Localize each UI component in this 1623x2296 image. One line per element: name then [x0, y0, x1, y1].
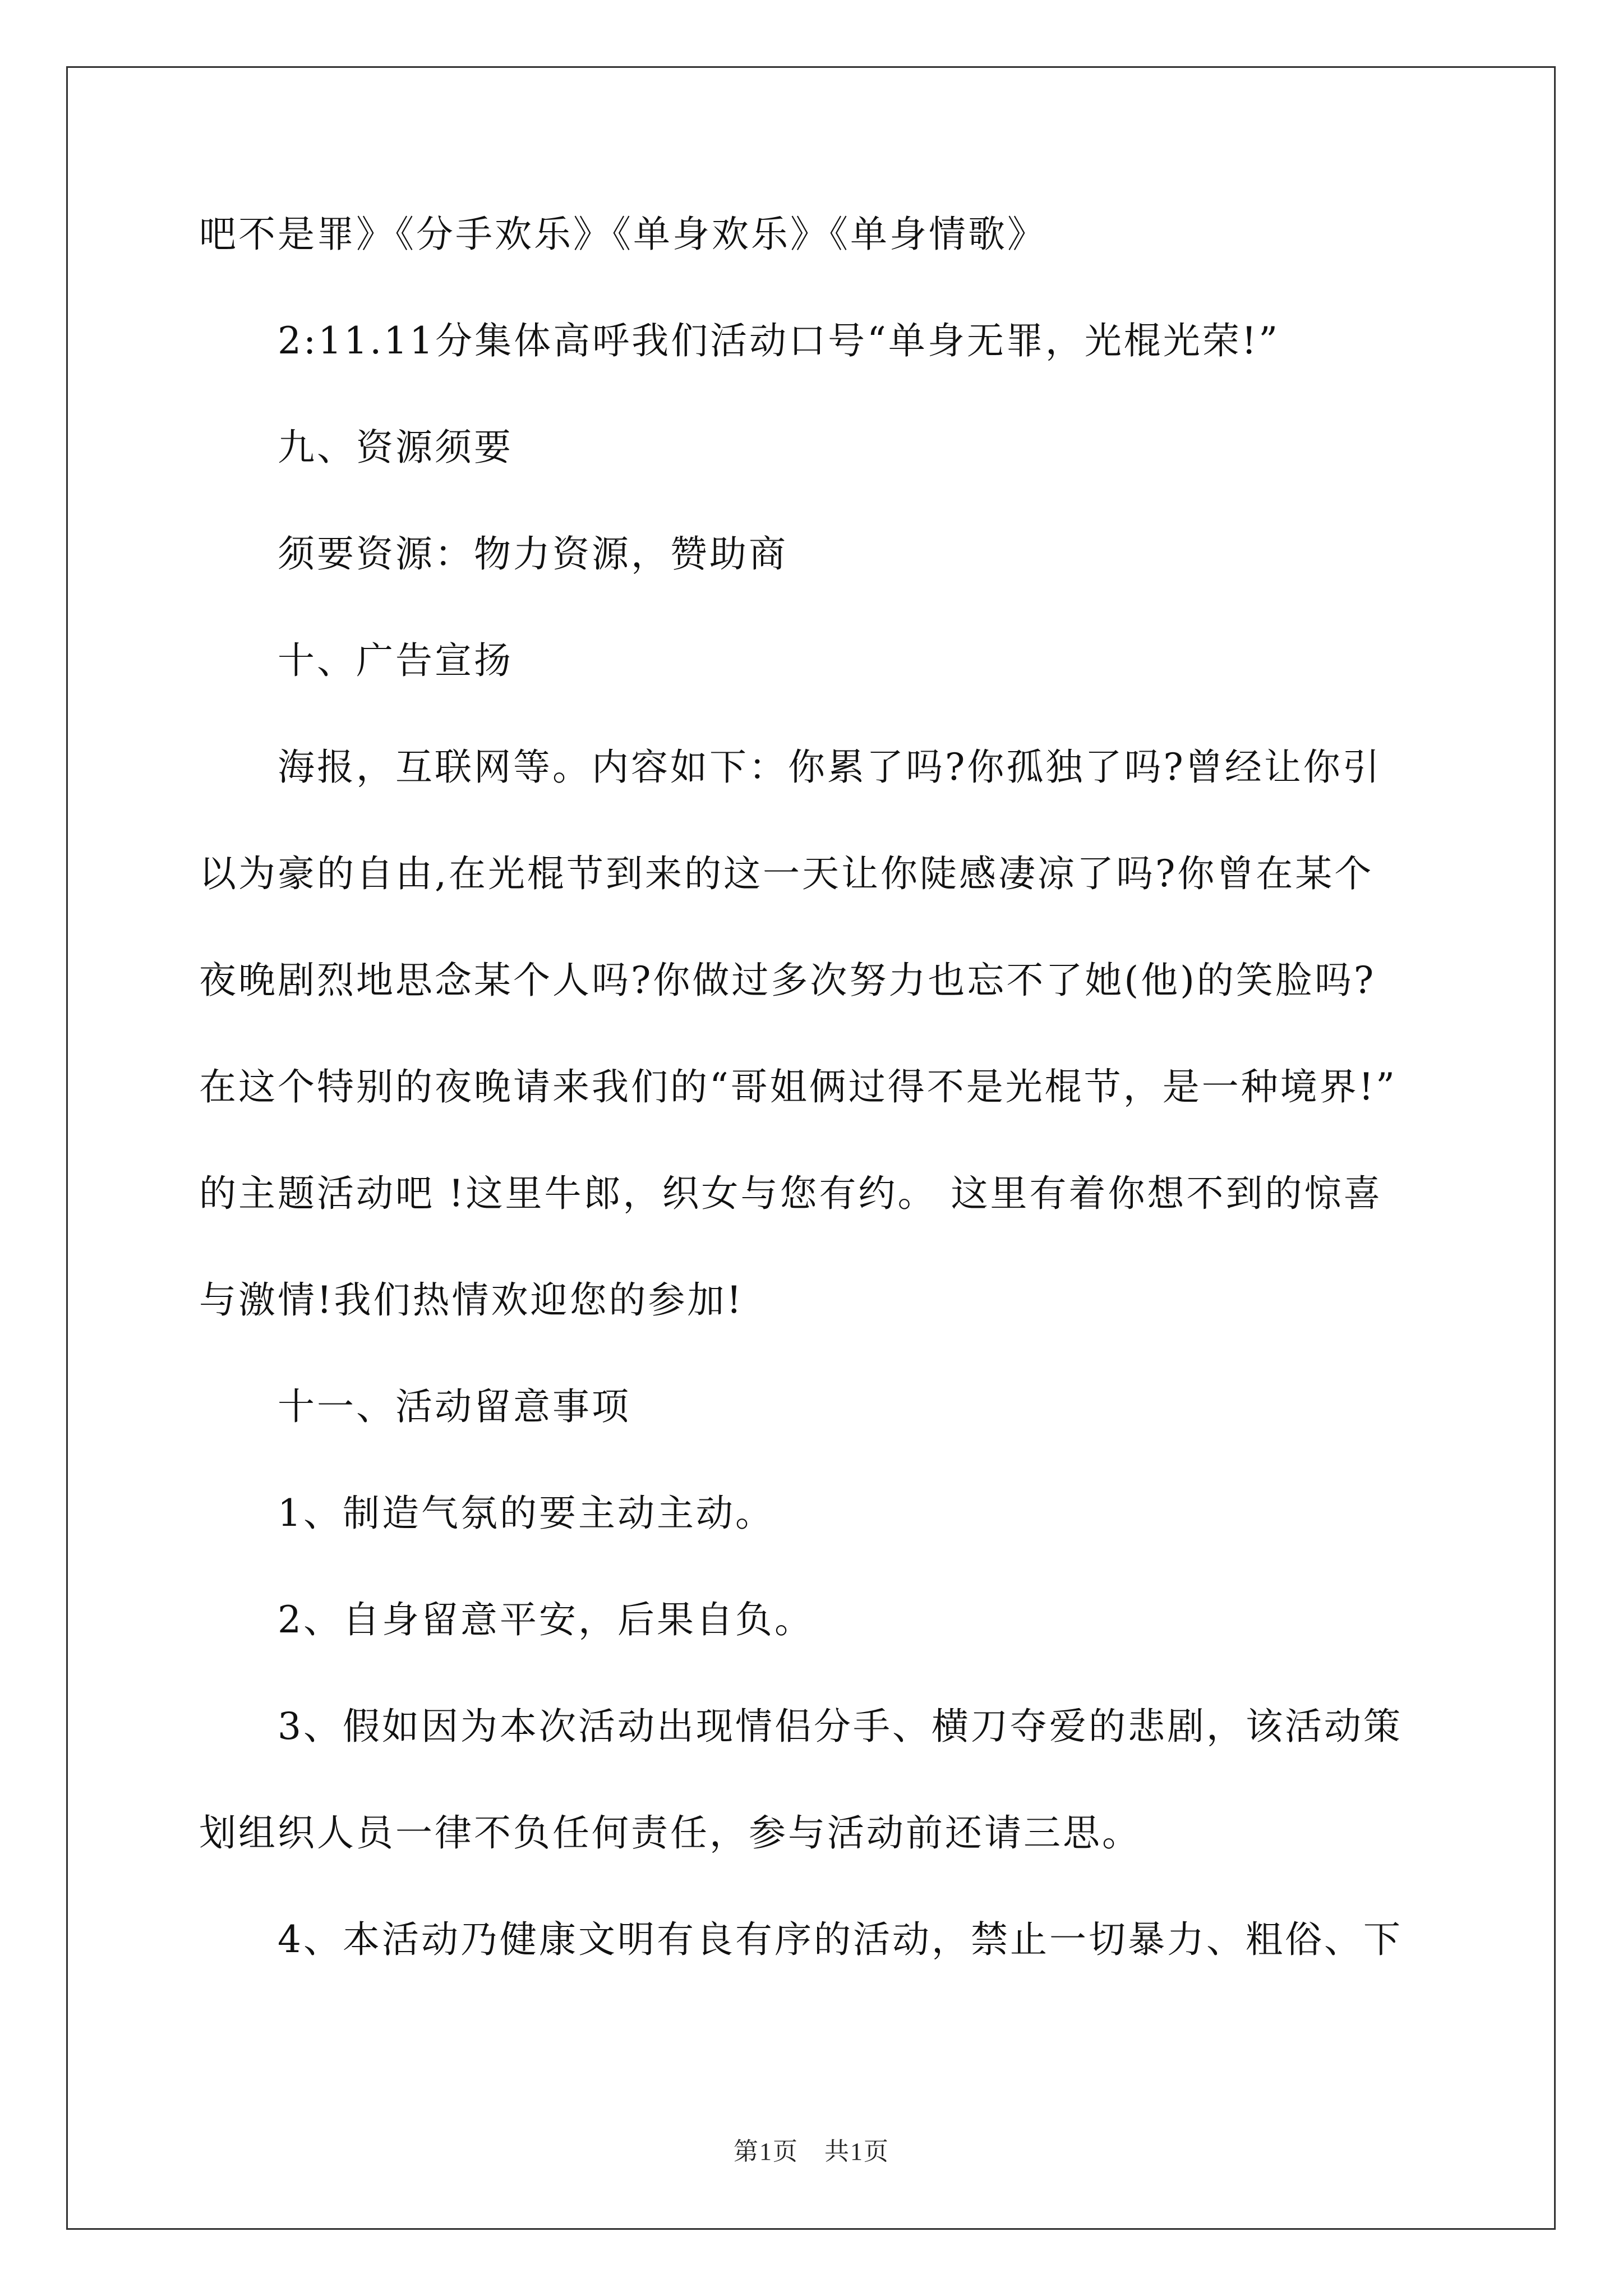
- text-line: 夜晚剧烈地思念某个人吗?你做过多次努力也忘不了她(他)的笑脸吗?: [199, 959, 1376, 1002]
- text-line: 在这个特别的夜晚请来我们的“哥姐俩过得不是光棍节，是一种境界!”: [199, 1065, 1398, 1108]
- section-heading: 十、广告宣扬: [199, 639, 513, 682]
- text-line: 吧不是罪》《分手欢乐》《单身欢乐》《单身情歌》: [199, 213, 1046, 256]
- text-line: 与激情!我们热情欢迎您的参加!: [199, 1278, 744, 1322]
- text-line: 划组织人员一律不负任何责任，参与活动前还请三思。: [199, 1811, 1141, 1855]
- list-item: 3、假如因为本次活动出现情侣分手、横刀夺爱的悲剧，该活动策: [199, 1705, 1403, 1748]
- text-line: 以为豪的自由,在光棍节到来的这一天让你陡感凄凉了吗?你曾在某个: [199, 852, 1374, 895]
- list-item: 4、本活动乃健康文明有良有序的活动，禁止一切暴力、粗俗、下: [199, 1918, 1403, 1961]
- page-border: [66, 66, 1556, 2230]
- text-line: 海报，互联网等。内容如下：你累了吗?你孤独了吗?曾经让你引: [199, 746, 1382, 789]
- text-line: 须要资源：物力资源，赞助商: [199, 532, 788, 576]
- text-line: 的主题活动吧 !这里牛郎，织女与您有约。 这里有着你想不到的惊喜: [199, 1172, 1383, 1215]
- section-heading: 九、资源须要: [199, 426, 513, 469]
- page-number: 第1页 共1页: [734, 2138, 889, 2165]
- text-line: 2:11.11分集体高呼我们活动口号“单身无罪，光棍光荣!”: [199, 319, 1280, 362]
- list-item: 1、制造气氛的要主动主动。: [199, 1492, 774, 1535]
- section-heading: 十一、活动留意事项: [199, 1385, 631, 1428]
- list-item: 2、自身留意平安，后果自负。: [199, 1598, 814, 1641]
